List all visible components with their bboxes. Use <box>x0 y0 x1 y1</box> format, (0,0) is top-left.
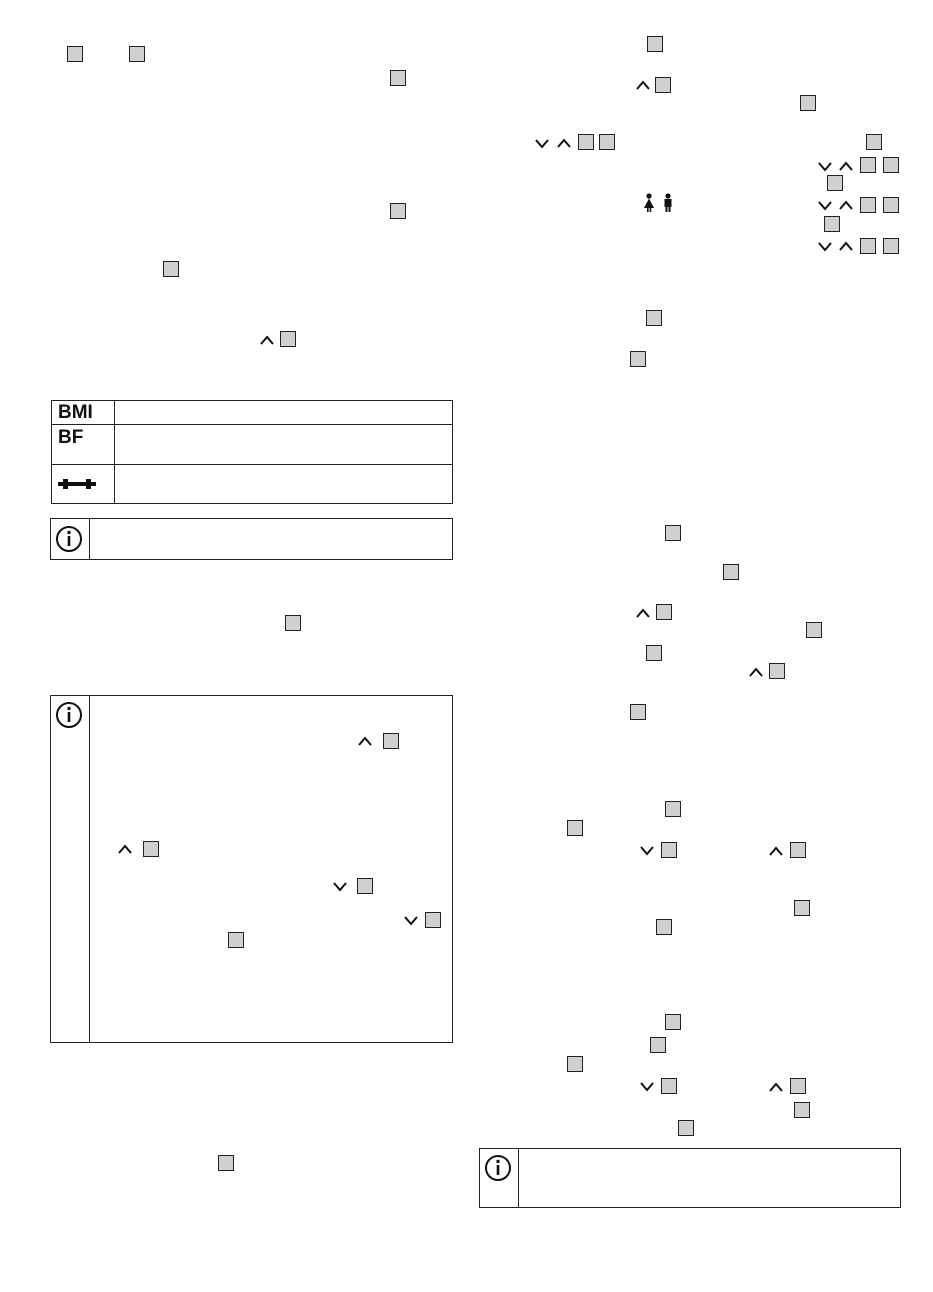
button-square <box>567 1056 583 1072</box>
arrow-down-icon <box>818 162 832 172</box>
button-square <box>390 70 406 86</box>
button-square <box>860 197 876 213</box>
arrow-up-icon <box>839 200 853 210</box>
bmi-symbol: BMI <box>52 401 115 425</box>
arrow-up-icon <box>118 844 132 854</box>
female-male-icon <box>641 193 677 213</box>
arrow-up-icon <box>557 138 571 148</box>
button-square <box>218 1155 234 1171</box>
button-square <box>790 1078 806 1094</box>
arrow-up-icon <box>636 80 650 90</box>
button-square <box>656 604 672 620</box>
arrow-up-icon <box>260 335 274 345</box>
arrow-down-icon <box>404 916 418 926</box>
arrow-up-icon <box>839 161 853 171</box>
info-icon <box>55 701 83 729</box>
button-square <box>425 912 441 928</box>
button-square <box>67 46 83 62</box>
arrow-down-icon <box>640 1082 654 1092</box>
button-square <box>383 733 399 749</box>
button-square <box>656 919 672 935</box>
arrow-up-icon <box>358 736 372 746</box>
button-square <box>827 175 843 191</box>
button-square <box>285 615 301 631</box>
button-square <box>678 1120 694 1136</box>
table-row <box>52 425 453 465</box>
button-square <box>794 900 810 916</box>
arrow-down-icon <box>818 242 832 252</box>
table-row <box>52 401 453 425</box>
button-square <box>228 932 244 948</box>
button-square <box>824 216 840 232</box>
arrow-up-icon <box>636 608 650 618</box>
arrow-down-icon <box>640 846 654 856</box>
button-square <box>578 134 594 150</box>
button-square <box>883 238 899 254</box>
button-square <box>665 525 681 541</box>
button-square <box>390 203 406 219</box>
button-square <box>790 842 806 858</box>
button-square <box>661 842 677 858</box>
arrow-down-icon <box>535 139 549 149</box>
button-square <box>650 1037 666 1053</box>
button-square <box>630 351 646 367</box>
button-square <box>655 77 671 93</box>
button-square <box>599 134 615 150</box>
button-square <box>883 197 899 213</box>
button-square <box>647 36 663 52</box>
info-icon <box>55 525 83 553</box>
button-square <box>661 1078 677 1094</box>
button-square <box>800 95 816 111</box>
button-square <box>143 841 159 857</box>
body-fat-symbol: BF <box>52 425 115 465</box>
info-note <box>50 518 453 560</box>
button-square <box>665 1014 681 1030</box>
info-icon <box>484 1154 512 1182</box>
button-square <box>860 157 876 173</box>
button-square <box>723 564 739 580</box>
button-square <box>665 801 681 817</box>
arrow-down-icon <box>333 882 347 892</box>
arrow-down-icon <box>818 201 832 211</box>
button-square <box>646 645 662 661</box>
button-square <box>806 622 822 638</box>
button-square <box>567 820 583 836</box>
muscle-dumbbell-icon <box>57 477 97 491</box>
arrow-up-icon <box>769 1082 783 1092</box>
table-row <box>52 465 453 504</box>
symbol-table <box>51 400 453 504</box>
button-square <box>357 878 373 894</box>
arrow-up-icon <box>769 846 783 856</box>
arrow-up-icon <box>839 241 853 251</box>
button-square <box>129 46 145 62</box>
button-square <box>794 1102 810 1118</box>
button-square <box>646 310 662 326</box>
button-square <box>630 704 646 720</box>
button-square <box>769 663 785 679</box>
button-square <box>883 157 899 173</box>
info-note <box>479 1148 901 1208</box>
button-square <box>860 238 876 254</box>
button-square <box>280 331 296 347</box>
button-square <box>163 261 179 277</box>
button-square <box>866 134 882 150</box>
arrow-up-icon <box>749 667 763 677</box>
